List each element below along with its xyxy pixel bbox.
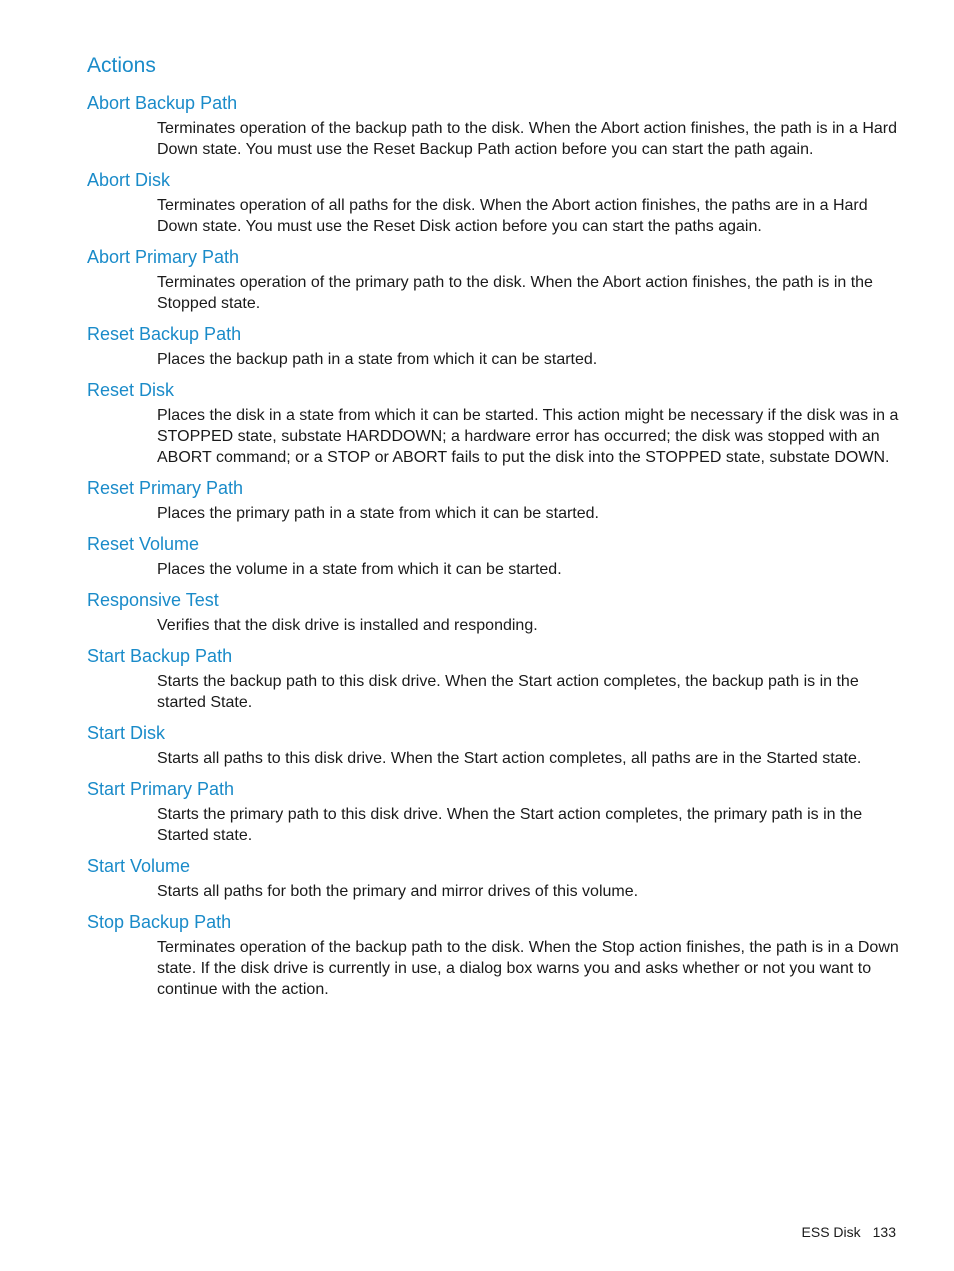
action-entry — [87, 379, 899, 468]
action-term: Responsive Test — [87, 590, 219, 610]
action-description: Places the volume in a state from which it can be started. — [157, 561, 562, 578]
action-description: Starts the backup path to this disk drive. When the Start action completes, the backup path is in the started State. — [157, 673, 859, 711]
action-term: Start Backup Path — [87, 646, 233, 666]
action-entry — [87, 911, 899, 1000]
action-term: Reset Primary Path — [87, 478, 244, 498]
section-title: Actions — [87, 54, 156, 77]
action-entry — [87, 477, 899, 524]
action-term: Start Disk — [87, 723, 166, 743]
action-description: Places the primary path in a state from which it can be started. — [157, 505, 599, 522]
action-term: Reset Disk — [87, 380, 175, 400]
action-description: Terminates operation of the backup path to the disk. When the Stop action finishes, the path is in a Down state. If the disk drive is currently in use, a dialog box warns you and asks whether or not you want to continue with the action. — [157, 939, 899, 998]
action-entry — [87, 645, 899, 713]
footer-label: ESS Disk — [801, 1224, 861, 1240]
action-entry — [87, 92, 899, 160]
action-list — [87, 92, 899, 1000]
action-description: Places the backup path in a state from which it can be started. — [157, 351, 598, 368]
action-term: Reset Volume — [87, 534, 200, 554]
page-number: 133 — [872, 1224, 896, 1240]
action-entry — [87, 246, 899, 314]
action-entry — [87, 589, 899, 636]
document-page — [87, 52, 899, 1009]
action-description: Starts all paths for both the primary and mirror drives of this volume. — [157, 883, 639, 900]
action-entry — [87, 778, 899, 846]
action-description: Terminates operation of the primary path to the disk. When the Abort action finishes, the path is in the Stopped state. — [157, 274, 873, 312]
action-description: Verifies that the disk drive is installed and responding. — [157, 617, 538, 634]
action-description: Terminates operation of all paths for the disk. When the Abort action finishes, the paths are in a Hard Down state. You must use the Reset Disk action before you can start the paths again. — [157, 197, 868, 235]
action-term: Abort Primary Path — [87, 247, 240, 267]
action-description: Terminates operation of the backup path to the disk. When the Abort action finishes, the path is in a Hard Down state. You must use the Reset Backup Path action before you can start the path again. — [157, 120, 897, 158]
action-entry — [87, 722, 899, 769]
action-entry — [87, 855, 899, 902]
action-term: Start Volume — [87, 856, 191, 876]
action-term: Abort Backup Path — [87, 93, 238, 113]
action-description: Places the disk in a state from which it can be started. This action might be necessary if the disk was in a STOPPED state, substate HARDDOWN; a hardware error has occurred; the disk was stopped with an ABORT command; or a STOP or ABORT fails to put the disk into the STOPPED state, substate DOWN. — [157, 407, 899, 466]
action-description: Starts all paths to this disk drive. When the Start action completes, all paths are in the Started state. — [157, 750, 862, 767]
action-description: Starts the primary path to this disk drive. When the Start action completes, the primary path is in the Started state. — [157, 806, 863, 844]
action-entry — [87, 533, 899, 580]
action-term: Start Primary Path — [87, 779, 235, 799]
action-entry — [87, 323, 899, 370]
action-term: Reset Backup Path — [87, 324, 242, 344]
page-footer — [802, 1222, 896, 1242]
action-entry — [87, 169, 899, 237]
action-term: Abort Disk — [87, 170, 171, 190]
action-term: Stop Backup Path — [87, 912, 232, 932]
